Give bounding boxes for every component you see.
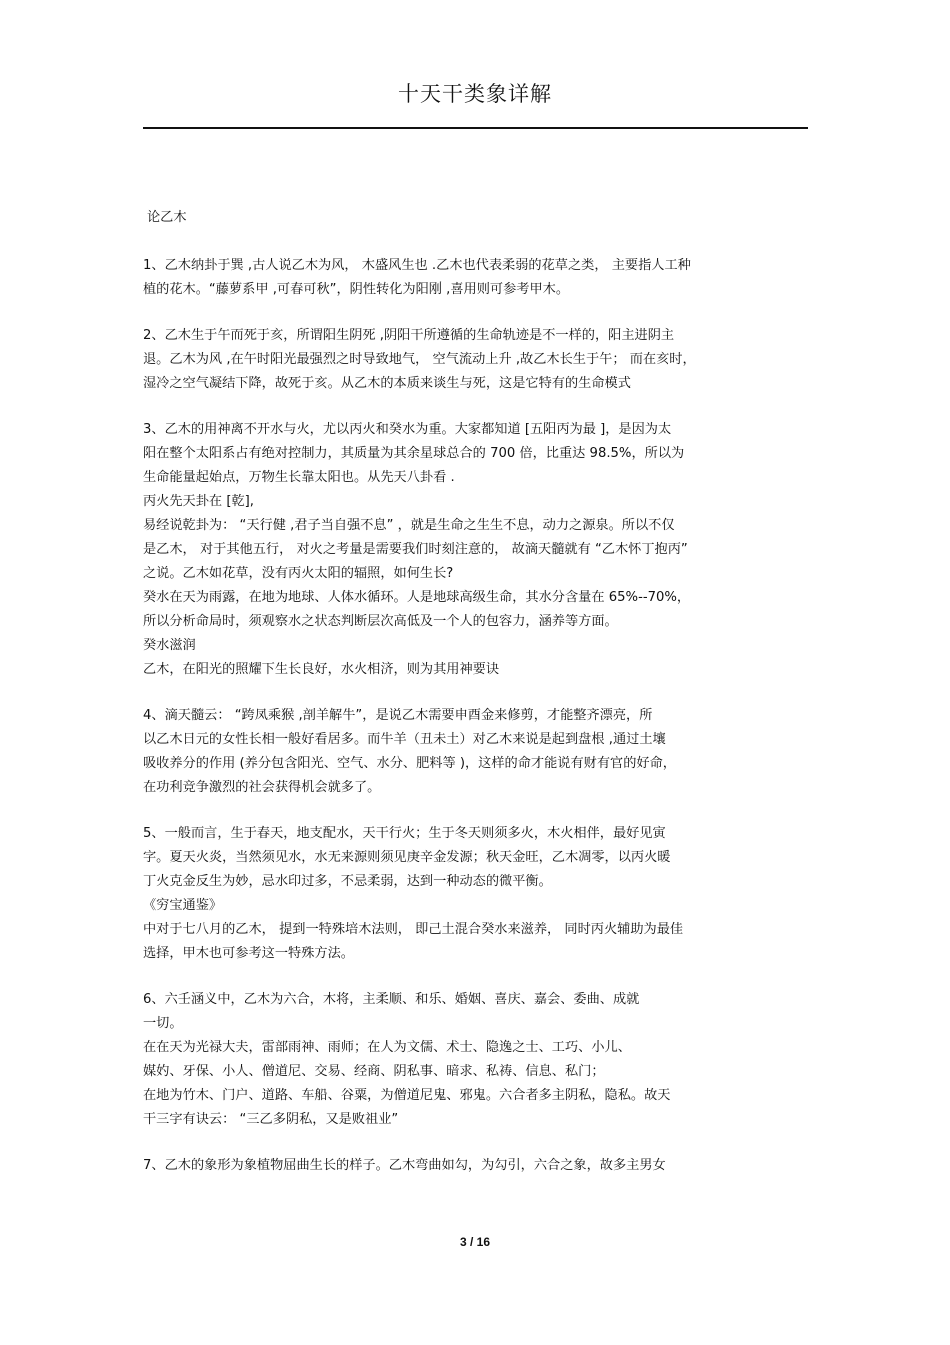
text-line: 癸水在天为雨露，在地为地球、人体水循环。人是地球高级生命，其水分含量在 65%--70%， <box>143 590 691 605</box>
text-line: 3、乙木的用神离不开水与火，尤以丙火和癸水为重。大家都知道 [五阳丙为最 ]，是因为太 <box>143 422 672 437</box>
paragraph <box>143 704 813 800</box>
text-line: 癸水滋润 <box>143 638 196 653</box>
text-line: 中对于七八月的乙木， 提到一特殊培木法则， 即己土混合癸水来滋养， 同时丙火辅助为最佳 <box>143 922 684 937</box>
paragraph <box>143 1154 813 1178</box>
text-line: 干三字有诀云： “三乙多阴私，又是败祖业” <box>143 1112 399 1127</box>
text-line: 以乙木日元的女性长相一般好看居多。而牛羊（丑未土）对乙木来说是起到盘根 ,通过土壤 <box>143 732 666 747</box>
text-line: 在地为竹木、门户、道路、车船、谷粟，为僧道尼鬼、邪鬼。六合者多主阴私，隐私。故天 <box>143 1088 671 1103</box>
text-line: 1、乙木纳卦于巽 ,古人说乙木为风， 木盛风生也 .乙木也代表柔弱的花草之类， 主要指人工种 <box>143 258 691 273</box>
document-body <box>143 206 813 1178</box>
text-line: 生命能量起始点，万物生长靠太阳也。从先天八卦看 . <box>143 470 455 485</box>
paragraph <box>143 822 813 966</box>
text-line: 退。乙木为风 ,在午时阳光最强烈之时导致地气， 空气流动上升 ,故乙木长生于午； 而在亥时， <box>143 352 696 367</box>
text-line: 植的花木。“藤萝系甲 ,可春可秋”，阴性转化为阳刚 ,喜用则可参考甲木。 <box>143 282 570 297</box>
text-line: 4、滴天髓云： “跨凤乘猴 ,剖羊解牛”，是说乙木需要申酉金来修剪，才能整齐漂亮，所 <box>143 708 653 723</box>
text-line: 易经说乾卦为： “天行健 ,君子当自强不息” ，就是生命之生生不息，动力之源泉。所以不仅 <box>143 518 675 533</box>
title-rule <box>143 127 808 129</box>
section-title: 论乙木 <box>147 210 187 225</box>
text-line: 《穷宝通鉴》 <box>143 898 223 913</box>
text-line: 吸收养分的作用 (养分包含阳光、空气、水分、肥料等 )，这样的命才能说有财有官的好命， <box>143 756 676 771</box>
text-line: 湿冷之空气凝结下降，故死于亥。从乙木的本质来谈生与死，这是它特有的生命模式 <box>143 376 631 391</box>
text-line: 在功利竞争激烈的社会获得机会就多了。 <box>143 780 381 795</box>
text-line: 媒妁、牙保、小人、僧道尼、交易、经商、阴私事、暗求、私祷、信息、私门； <box>143 1064 605 1079</box>
text-line: 丁火克金反生为妙，忌水印过多，不忌柔弱，达到一种动态的微平衡。 <box>143 874 552 889</box>
text-line: 7、乙木的象形为象植物屈曲生长的样子。乙木弯曲如勾，为勾引，六合之象，故多主男女 <box>143 1158 666 1173</box>
paragraph-list <box>143 254 813 1178</box>
text-line: 一切。 <box>143 1016 183 1031</box>
text-line: 之说。乙木如花草，没有丙火太阳的辐照，如何生长? <box>143 566 454 581</box>
text-line: 乙木，在阳光的照耀下生长良好，水火相济，则为其用神要诀 <box>143 662 500 677</box>
paragraph <box>143 418 813 682</box>
page-number: 3 / 16 <box>459 1235 491 1249</box>
text-line: 在在天为光禄大夫，雷部雨神、雨师；在人为文儒、术士、隐逸之士、工巧、小儿、 <box>143 1040 631 1055</box>
paragraph <box>143 988 813 1132</box>
text-line: 字。夏天火炎，当然须见水，水无来源则须见庚辛金发源；秋天金旺，乙木凋零，以丙火暖 <box>143 850 671 865</box>
text-line: 是乙木， 对于其他五行， 对火之考量是需要我们时刻注意的， 故滴天髓就有 “乙木怀丁抱丙” <box>143 542 688 557</box>
text-line: 阳在整个太阳系占有绝对控制力，其质量为其余星球总合的 700 倍，比重达 98.5%，所以为 <box>143 446 685 461</box>
paragraph <box>143 254 813 302</box>
text-line: 所以分析命局时，须观察水之状态判断层次高低及一个人的包容力，涵养等方面。 <box>143 614 618 629</box>
text-line: 5、一般而言，生于春天，地支配水，天干行火；生于冬天则须多火，木火相伴，最好见寅 <box>143 826 666 841</box>
text-line: 选择，甲木也可参考这一特殊方法。 <box>143 946 354 961</box>
text-line: 2、乙木生于午而死于亥，所谓阳生阴死 ,阴阳干所遵循的生命轨迹是不一样的，阳主进阴主 <box>143 328 675 343</box>
text-line: 6、六壬涵义中，乙木为六合，木将，主柔顺、和乐、婚姻、喜庆、嘉会、委曲、成就 <box>143 992 640 1007</box>
paragraph <box>143 324 813 396</box>
document-title: 十天干类象详解 <box>398 82 552 106</box>
text-line: 丙火先天卦在 [乾], <box>143 494 254 509</box>
